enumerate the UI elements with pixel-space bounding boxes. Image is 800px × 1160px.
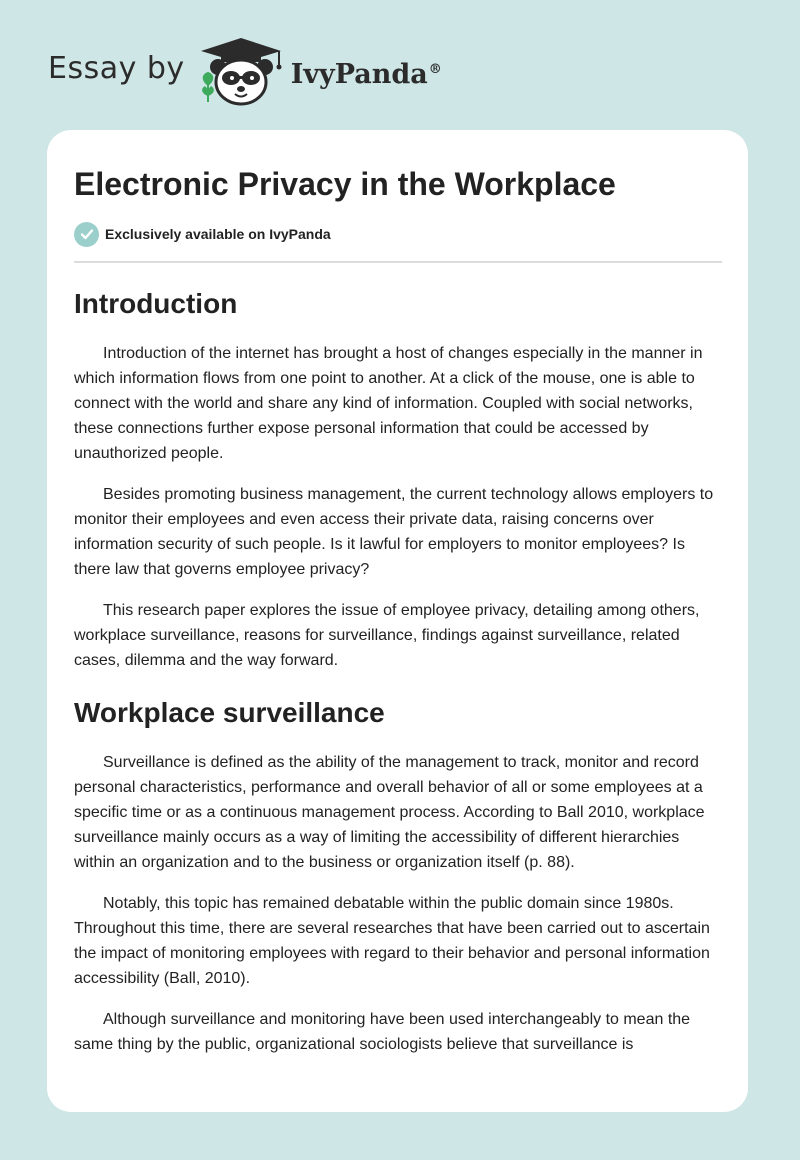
section-heading-introduction: Introduction (74, 288, 238, 319)
essay-card (47, 130, 748, 1112)
brand-name[interactable] (291, 59, 442, 90)
paragraph: This research paper explores the issue of employee privacy, detailing among others, workplace surveillance, reasons for surveillance, findings against surveillance, related cases, dilemma and the way forward. (74, 602, 700, 669)
brand-name-text: IvyPanda (290, 58, 428, 90)
paragraph: Although surveillance and monitoring have been used interchangeably to mean the same thing by the public, organizational sociologists believe that surveillance is (74, 1011, 691, 1053)
paragraph: Introduction of the internet has brought a host of changes especially in the manner in which information flows from one point to another. At a click of the mouse, one is able to connect with the world and share any kind of information. Coupled with social networks, these connections further expose personal information that could be accessed by unauthorized people. (74, 345, 703, 462)
paragraph: Surveillance is defined as the ability of the management to track, monitor and record personal characteristics, performance and overall behavior of all or some employees at a specific time or as a continuous management process. According to Ball 2010, workplace surveillance mainly occurs as a way of limiting the accessibility of different hierarchies within an organization and to the business or organization itself (p. 88). (74, 754, 705, 871)
registered-mark: ® (428, 61, 442, 77)
check-circle-icon (74, 222, 99, 247)
paragraph: Besides promoting business management, the current technology allows employers to monitor their employees and even access their private data, raising concerns over information security of such people. Is it lawful for employers to monitor employees? Is there law that governs employee privacy? (74, 486, 714, 578)
site-header (48, 36, 442, 108)
section-heading-workplace-surveillance: Workplace surveillance (74, 697, 385, 728)
page-title: Electronic Privacy in the Workplace (74, 166, 616, 202)
essay-by-label: Essay by (48, 50, 185, 86)
ivypanda-logo-icon[interactable] (199, 36, 289, 108)
exclusive-badge-label: Exclusively available on IvyPanda (105, 226, 331, 242)
paragraph: Notably, this topic has remained debatable within the public domain since 1980s. Throughout this time, there are several researches that have been carried out to ascertain the impact of monitoring employees with regard to their behavior and personal information accessibility (Ball, 2010). (74, 895, 710, 987)
divider (74, 261, 722, 263)
exclusive-badge (74, 221, 722, 247)
